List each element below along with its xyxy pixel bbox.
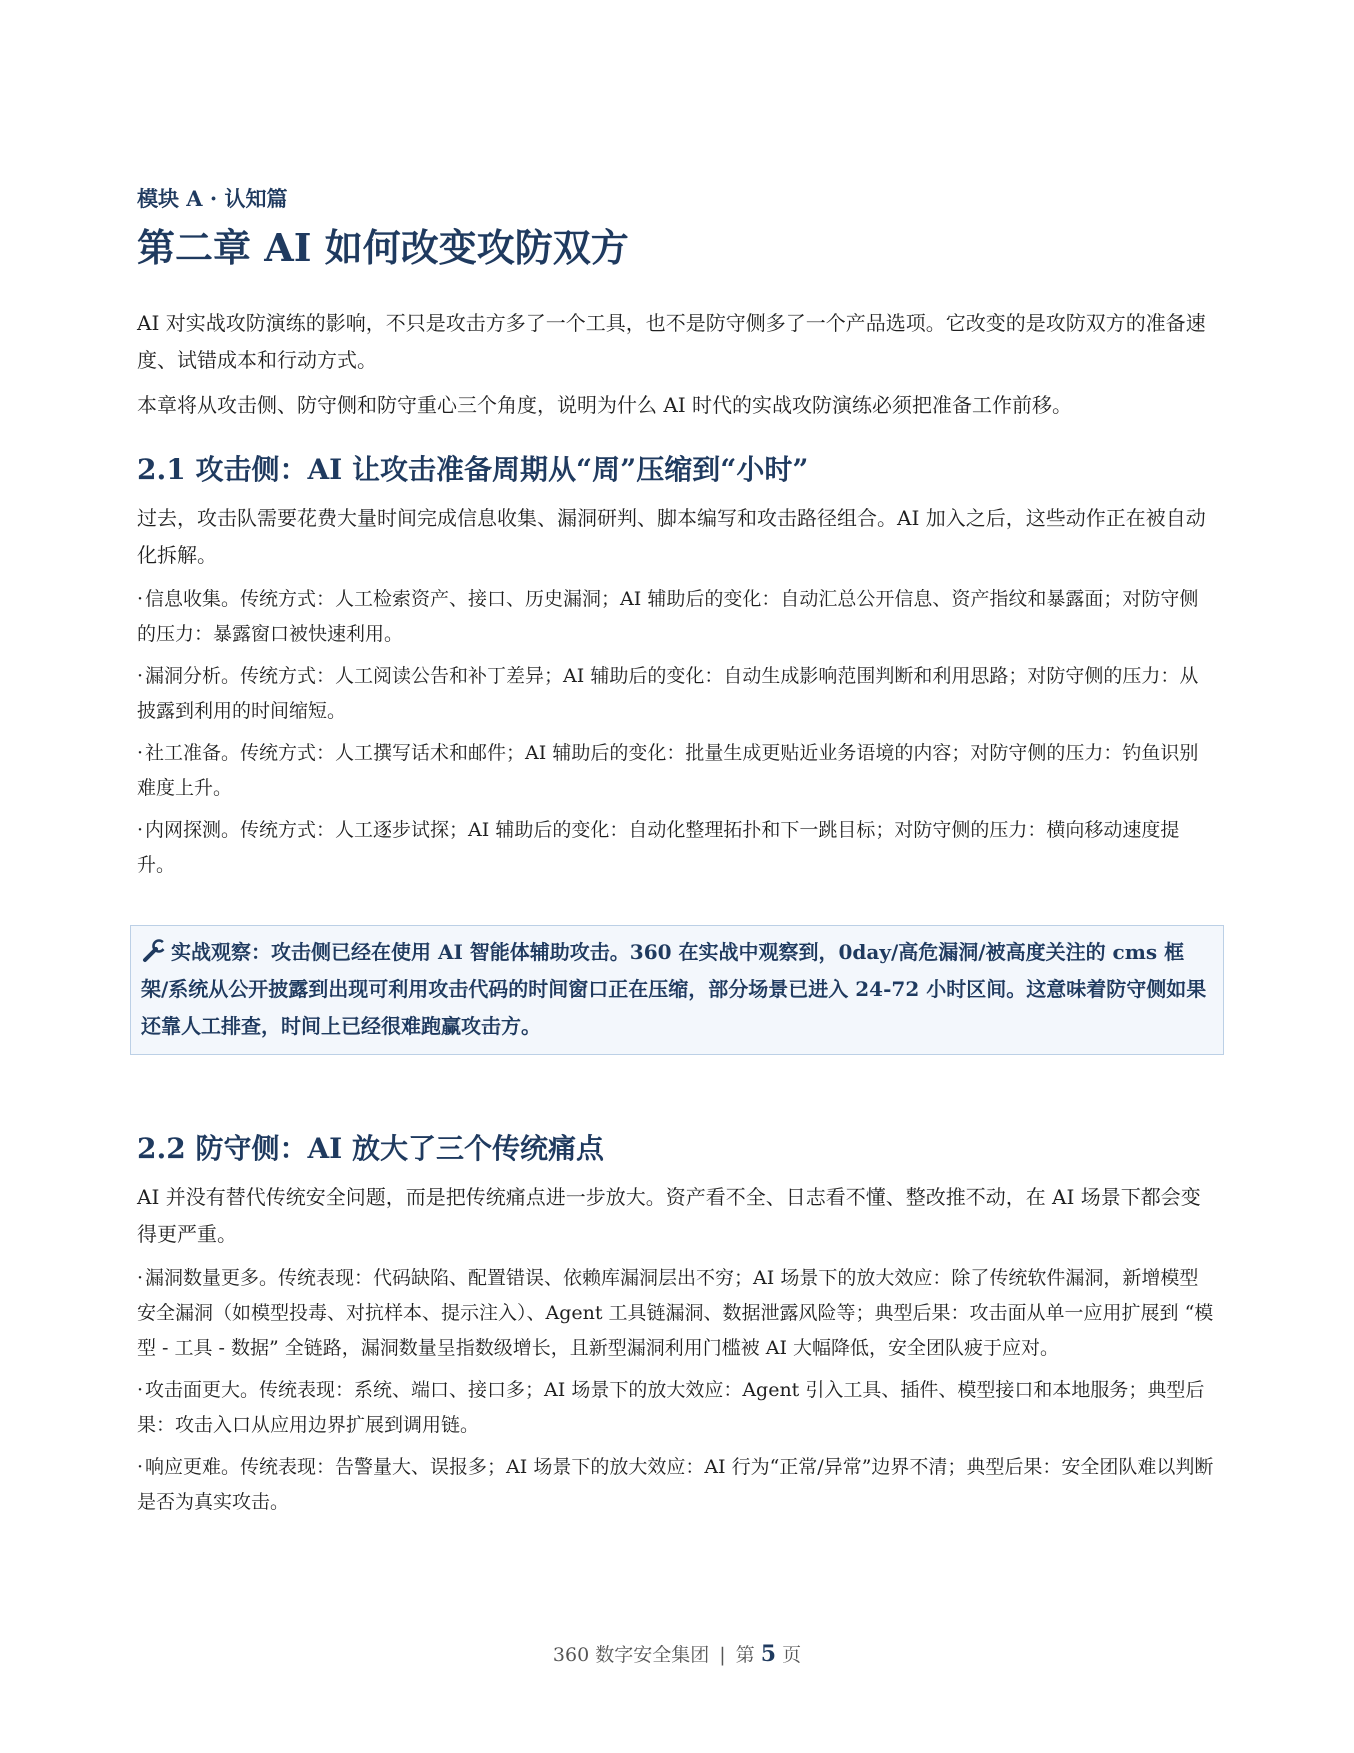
- list-item-text: 内网探测。传统方式：人工逐步试探；AI 辅助后的变化：自动化整理拓扑和下一跳目标；对防守侧的压力：横向移动速度提升。: [137, 818, 1180, 876]
- list-item-text: 社工准备。传统方式：人工撰写话术和邮件；AI 辅助后的变化：批量生成更贴近业务语境的内容；对防守侧的压力：钓鱼识别难度上升。: [137, 741, 1199, 799]
- wrench-icon: [141, 938, 167, 962]
- list-item: [137, 1261, 1217, 1366]
- bullet-dot: ·: [137, 587, 144, 610]
- module-label: 模块 A · 认知篇: [137, 186, 288, 211]
- list-item: [137, 736, 1217, 806]
- bullet-dot: ·: [137, 1267, 144, 1290]
- list-item-text: 攻击面更大。传统表现：系统、端口、接口多；AI 场景下的放大效应：Agent 引入工具、插件、模型接口和本地服务；典型后果：攻击入口从应用边界扩展到调用链。: [137, 1379, 1205, 1437]
- chapter-title: 第二章 AI 如何改变攻防双方: [137, 225, 629, 270]
- footer-page-suffix: 页: [782, 1644, 802, 1666]
- bullet-dot: ·: [137, 664, 144, 687]
- list-item-text: 漏洞数量更多。传统表现：代码缺陷、配置错误、依赖库漏洞层出不穷；AI 场景下的放大效应：除了传统软件漏洞，新增模型安全漏洞（如模型投毒、对抗样本、提示注入）、Agent 工具链漏洞、数据泄露风险等；典型后果：攻击面从单一应用扩展到 “模型 - 工具 - 数据” 全链路，漏洞数量呈指数级增长，且新型漏洞利用门槛被 AI 大幅降低，安全团队疲于应对。: [137, 1267, 1214, 1360]
- callout-text: 实战观察：攻击侧已经在使用 AI 智能体辅助攻击。360 在实战中观察到，0day/高危漏洞/被高度关注的 cms 框架/系统从公开披露到出现可利用攻击代码的时间窗口正在压缩，部分场景已进入 24-72 小时区间。这意味着防守侧如果还靠人工排查，时间上已经很难跑赢攻击方。: [141, 939, 1207, 1038]
- section-2-2-title: 2.2 防守侧：AI 放大了三个传统痛点: [137, 1131, 605, 1165]
- page-footer: [0, 1640, 1354, 1667]
- section-2-1-paragraph: 过去，攻击队需要花费大量时间完成信息收集、漏洞研判、脚本编写和攻击路径组合。AI 加入之后，这些动作正在被自动化拆解。: [137, 505, 1206, 567]
- bullet-dot: ·: [137, 741, 144, 764]
- list-item: [137, 659, 1217, 729]
- list-item: [137, 582, 1217, 652]
- list-item: [137, 1373, 1217, 1443]
- footer-page-prefix: 第: [735, 1644, 755, 1666]
- section-2-1-title: 2.1 攻击侧：AI 让攻击准备周期从“周”压缩到“小时”: [137, 452, 809, 486]
- list-item-text: 响应更难。传统表现：告警量大、误报多；AI 场景下的放大效应：AI 行为“正常/异常”边界不清；典型后果：安全团队难以判断是否为真实攻击。: [137, 1456, 1214, 1514]
- intro-paragraph-2: 本章将从攻击侧、防守侧和防守重心三个角度，说明为什么 AI 时代的实战攻防演练必须把准备工作前移。: [137, 392, 1073, 417]
- list-item-text: 信息收集。传统方式：人工检索资产、接口、历史漏洞；AI 辅助后的变化：自动汇总公开信息、资产指纹和暴露面；对防守侧的压力：暴露窗口被快速利用。: [137, 587, 1199, 645]
- intro-paragraph-1: AI 对实战攻防演练的影响，不只是攻击方多了一个工具，也不是防守侧多了一个产品选项。它改变的是攻防双方的准备速度、试错成本和行动方式。: [137, 310, 1206, 372]
- page-number: 5: [760, 1641, 777, 1667]
- bullet-dot: ·: [137, 1379, 144, 1402]
- section-2-2-paragraph: AI 并没有替代传统安全问题，而是把传统痛点进一步放大。资产看不全、日志看不懂、整改推不动，在 AI 场景下都会变得更严重。: [137, 1185, 1201, 1247]
- callout-box: [130, 925, 1224, 1055]
- footer-separator: |: [719, 1644, 726, 1666]
- bullet-dot: ·: [137, 818, 144, 841]
- page-content: [137, 183, 1217, 1527]
- bullet-dot: ·: [137, 1456, 144, 1479]
- list-item-text: 漏洞分析。传统方式：人工阅读公告和补丁差异；AI 辅助后的变化：自动生成影响范围判断和利用思路；对防守侧的压力：从披露到利用的时间缩短。: [137, 664, 1199, 722]
- footer-org: 360 数字安全集团: [552, 1644, 710, 1666]
- list-item: [137, 1450, 1217, 1520]
- list-item: [137, 813, 1217, 883]
